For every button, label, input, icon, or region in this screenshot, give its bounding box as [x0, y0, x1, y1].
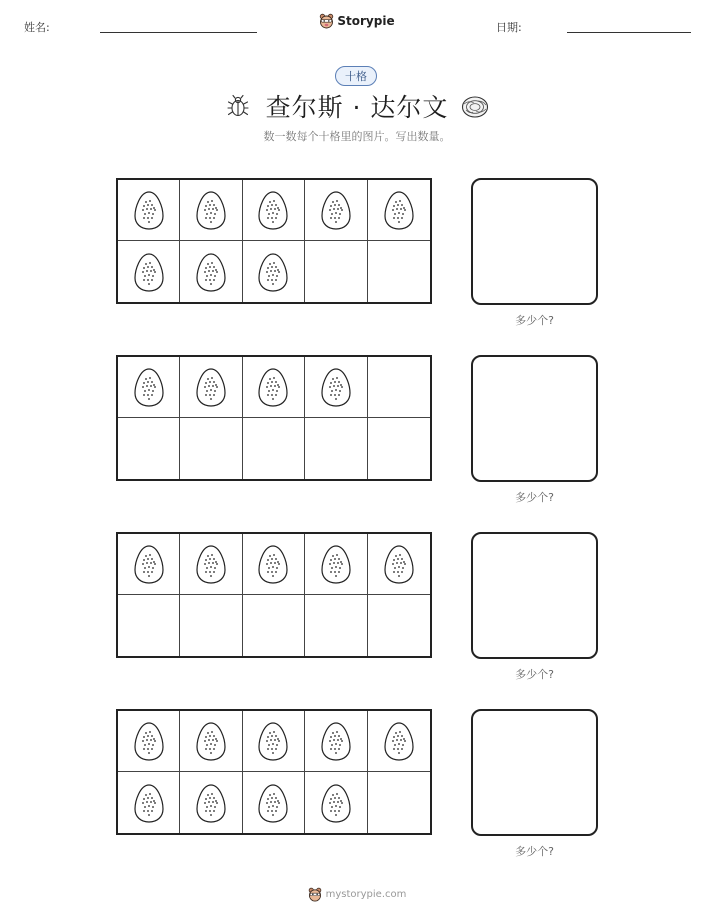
egg-icon — [321, 721, 351, 761]
egg-icon — [196, 252, 226, 292]
egg-icon — [134, 367, 164, 407]
frame-cell — [305, 241, 367, 302]
frame-cell — [368, 595, 430, 656]
frame-cell — [243, 772, 305, 833]
frame-cell — [305, 772, 367, 833]
frame-cell — [305, 180, 367, 241]
ten-frame-1 — [116, 178, 432, 304]
frame-cell — [305, 711, 367, 772]
frame-cell — [180, 711, 242, 772]
frame-cell — [243, 241, 305, 302]
answer-box-4[interactable] — [471, 709, 598, 836]
frame-cell — [118, 241, 180, 302]
frame-cell — [305, 534, 367, 595]
frame-cell — [180, 534, 242, 595]
frame-cell — [180, 418, 242, 479]
egg-icon — [384, 190, 414, 230]
ten-frame-2 — [116, 355, 432, 481]
frame-cell — [368, 772, 430, 833]
frame-cell — [118, 418, 180, 479]
frame-cell — [243, 534, 305, 595]
frame-cell — [180, 241, 242, 302]
egg-icon — [321, 190, 351, 230]
egg-icon — [258, 367, 288, 407]
frame-cell — [118, 534, 180, 595]
date-label: 日期: — [496, 21, 522, 34]
how-many-label-1: 多少个? — [515, 314, 554, 327]
frame-cell — [368, 534, 430, 595]
frame-cell — [243, 357, 305, 418]
frame-cell — [305, 595, 367, 656]
answer-box-3[interactable] — [471, 532, 598, 659]
egg-icon — [258, 544, 288, 584]
frame-cell — [118, 595, 180, 656]
ten-frame-4 — [116, 709, 432, 835]
egg-icon — [134, 783, 164, 823]
egg-icon — [258, 721, 288, 761]
page-title: 查尔斯 · 达尔文 — [265, 93, 449, 122]
frame-cell — [305, 357, 367, 418]
instructions: 数一数每个十格里的图片。写出数量。 — [263, 130, 451, 143]
egg-icon — [321, 544, 351, 584]
egg-icon — [134, 190, 164, 230]
frame-cell — [180, 595, 242, 656]
date-line[interactable] — [567, 32, 691, 33]
egg-icon — [196, 544, 226, 584]
how-many-label-2: 多少个? — [515, 491, 554, 504]
frame-cell — [243, 595, 305, 656]
egg-icon — [384, 544, 414, 584]
frame-cell — [243, 418, 305, 479]
footer-url: mystorypie.com — [325, 889, 407, 900]
answer-box-2[interactable] — [471, 355, 598, 482]
egg-icon — [134, 252, 164, 292]
frame-cell — [368, 711, 430, 772]
frame-cell — [368, 180, 430, 241]
frame-cell — [368, 418, 430, 479]
frame-cell — [243, 180, 305, 241]
storypie-mascot-icon — [319, 13, 334, 29]
frame-cell — [305, 418, 367, 479]
frame-cell — [368, 241, 430, 302]
footer — [0, 887, 714, 902]
egg-icon — [134, 721, 164, 761]
frame-cell — [368, 357, 430, 418]
egg-icon — [196, 367, 226, 407]
storypie-mascot-icon — [308, 887, 322, 902]
name-label: 姓名: — [24, 21, 50, 34]
egg-icon — [196, 190, 226, 230]
answer-box-1[interactable] — [471, 178, 598, 305]
frame-cell — [180, 357, 242, 418]
brand-logo — [0, 13, 714, 29]
name-line[interactable] — [100, 32, 257, 33]
how-many-label-3: 多少个? — [515, 668, 554, 681]
frame-cell — [118, 772, 180, 833]
egg-icon — [321, 367, 351, 407]
egg-icon — [134, 544, 164, 584]
egg-icon — [196, 783, 226, 823]
frame-cell — [180, 772, 242, 833]
egg-icon — [258, 252, 288, 292]
egg-icon — [196, 721, 226, 761]
egg-icon — [384, 721, 414, 761]
nest-icon — [461, 95, 489, 119]
brand-name: Storypie — [337, 14, 395, 28]
egg-icon — [258, 190, 288, 230]
how-many-label-4: 多少个? — [515, 845, 554, 858]
frame-cell — [243, 711, 305, 772]
egg-icon — [321, 783, 351, 823]
frame-cell — [118, 180, 180, 241]
ten-frame-badge: 十格 — [335, 66, 377, 86]
egg-icon — [258, 783, 288, 823]
frame-cell — [118, 711, 180, 772]
frame-cell — [118, 357, 180, 418]
ten-frame-3 — [116, 532, 432, 658]
frame-cell — [180, 180, 242, 241]
